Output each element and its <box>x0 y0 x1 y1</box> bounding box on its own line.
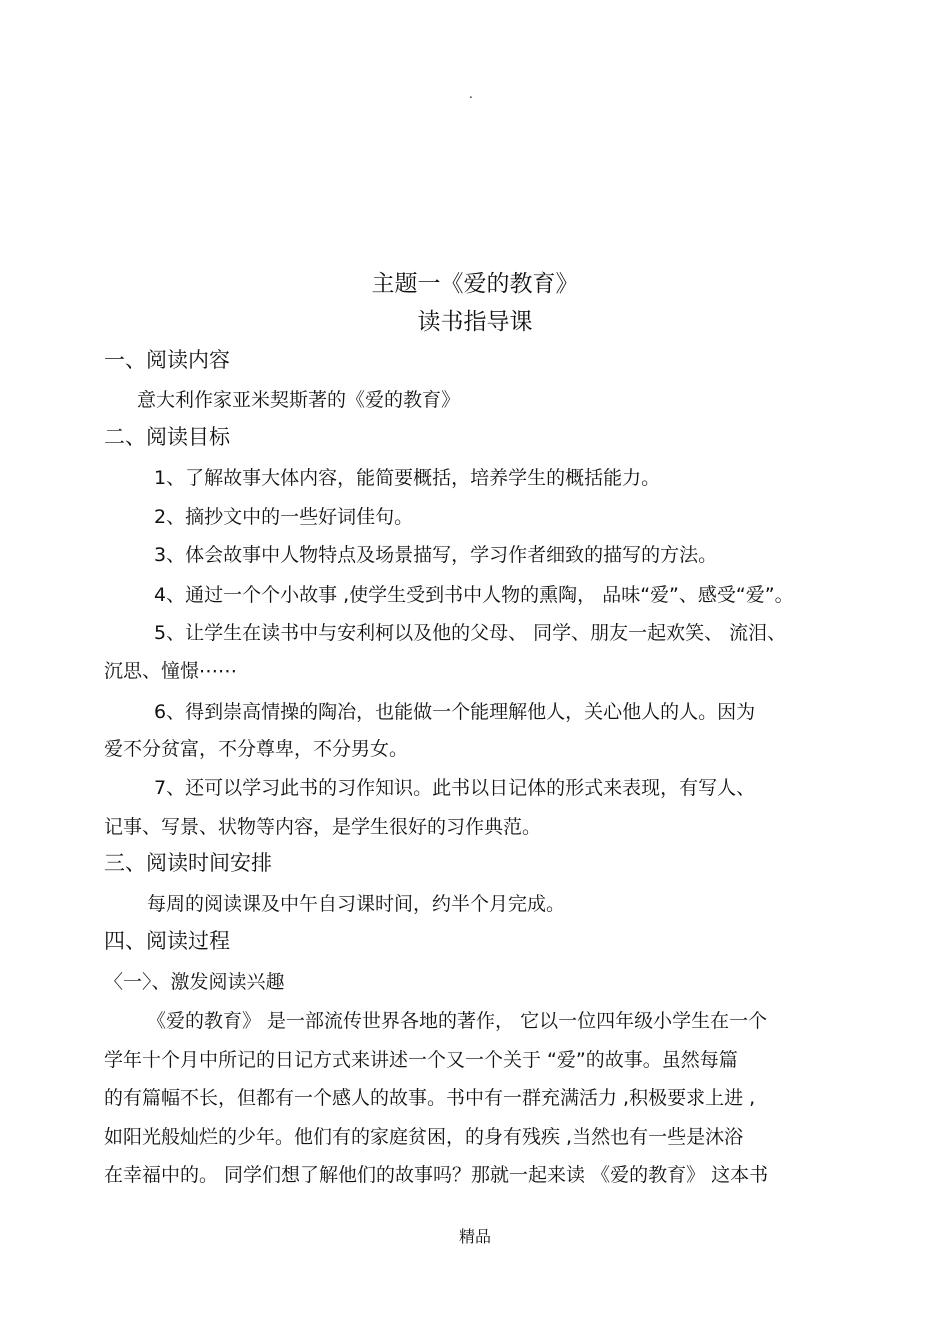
doc-subtitle: 读书指导课 <box>417 309 533 335</box>
goal-item-continued: 沉思、憧憬⋯⋯ <box>104 660 238 682</box>
goal-item: 5、让学生在读书中与安利柯以及他的父母、 同学、朋友一起欢笑、 流泪、 <box>154 622 787 644</box>
paragraph-line: 《爱的教育》 是一部流传世界各地的著作， 它以一位四年级小学生在一个 <box>147 1010 768 1032</box>
goal-item-continued: 记事、写景、状物等内容，是学生很好的习作典范。 <box>104 816 542 838</box>
section-3-body: 每周的阅读课及中午自习课时间，约半个月完成。 <box>147 893 566 915</box>
section-heading-2: 二、阅读目标 <box>104 425 230 449</box>
goal-item: 1、了解故事大体内容，能简要概括，培养学生的概括能力。 <box>154 467 661 489</box>
subsection-heading: 〈一〉、激发阅读兴趣 <box>104 971 285 993</box>
section-heading-1: 一、阅读内容 <box>104 348 230 372</box>
paragraph-line: 的有篇幅不长，但都有一个感人的故事。书中有一群充满活力 ,积极要求上进 , <box>104 1087 756 1109</box>
goal-item: 3、体会故事中人物特点及场景描写，学习作者细致的描写的方法。 <box>154 544 718 566</box>
goal-item: 7、还可以学习此书的习作知识。此书以日记体的形式来表现，有写人、 <box>154 777 756 799</box>
section-1-body: 意大利作家亚米契斯著的《爱的教育》 <box>137 389 461 411</box>
doc-title: 主题一《爱的教育》 <box>371 271 579 297</box>
goal-item-continued: 爱不分贫富，不分尊卑，不分男女。 <box>104 738 409 760</box>
header-dot: . <box>469 87 473 101</box>
paragraph-line: 学年十个月中所记的日记方式来讲述一个又一个关于 “爱”的故事。虽然每篇 <box>104 1049 738 1071</box>
page-footer: 精品 <box>458 1227 491 1246</box>
goal-item: 6、得到崇高情操的陶冶，也能做一个能理解他人，关心他人的人。因为 <box>154 701 756 723</box>
goal-item: 2、摘抄文中的一些好词佳句。 <box>154 506 414 528</box>
paragraph-line: 如阳光般灿烂的少年。他们有的家庭贫困，的身有残疾 ,当然也有一些是沐浴 <box>104 1126 744 1148</box>
paragraph-line: 在幸福中的。 同学们想了解他们的故事吗？那就一起来读 《爱的教育》 这本书 <box>104 1164 769 1186</box>
section-heading-4: 四、阅读过程 <box>104 929 230 953</box>
section-heading-3: 三、阅读时间安排 <box>104 851 272 875</box>
goal-item: 4、通过一个个小故事 ,使学生受到书中人物的熏陶， 品味“爱”、感受“爱”。 <box>154 584 794 606</box>
